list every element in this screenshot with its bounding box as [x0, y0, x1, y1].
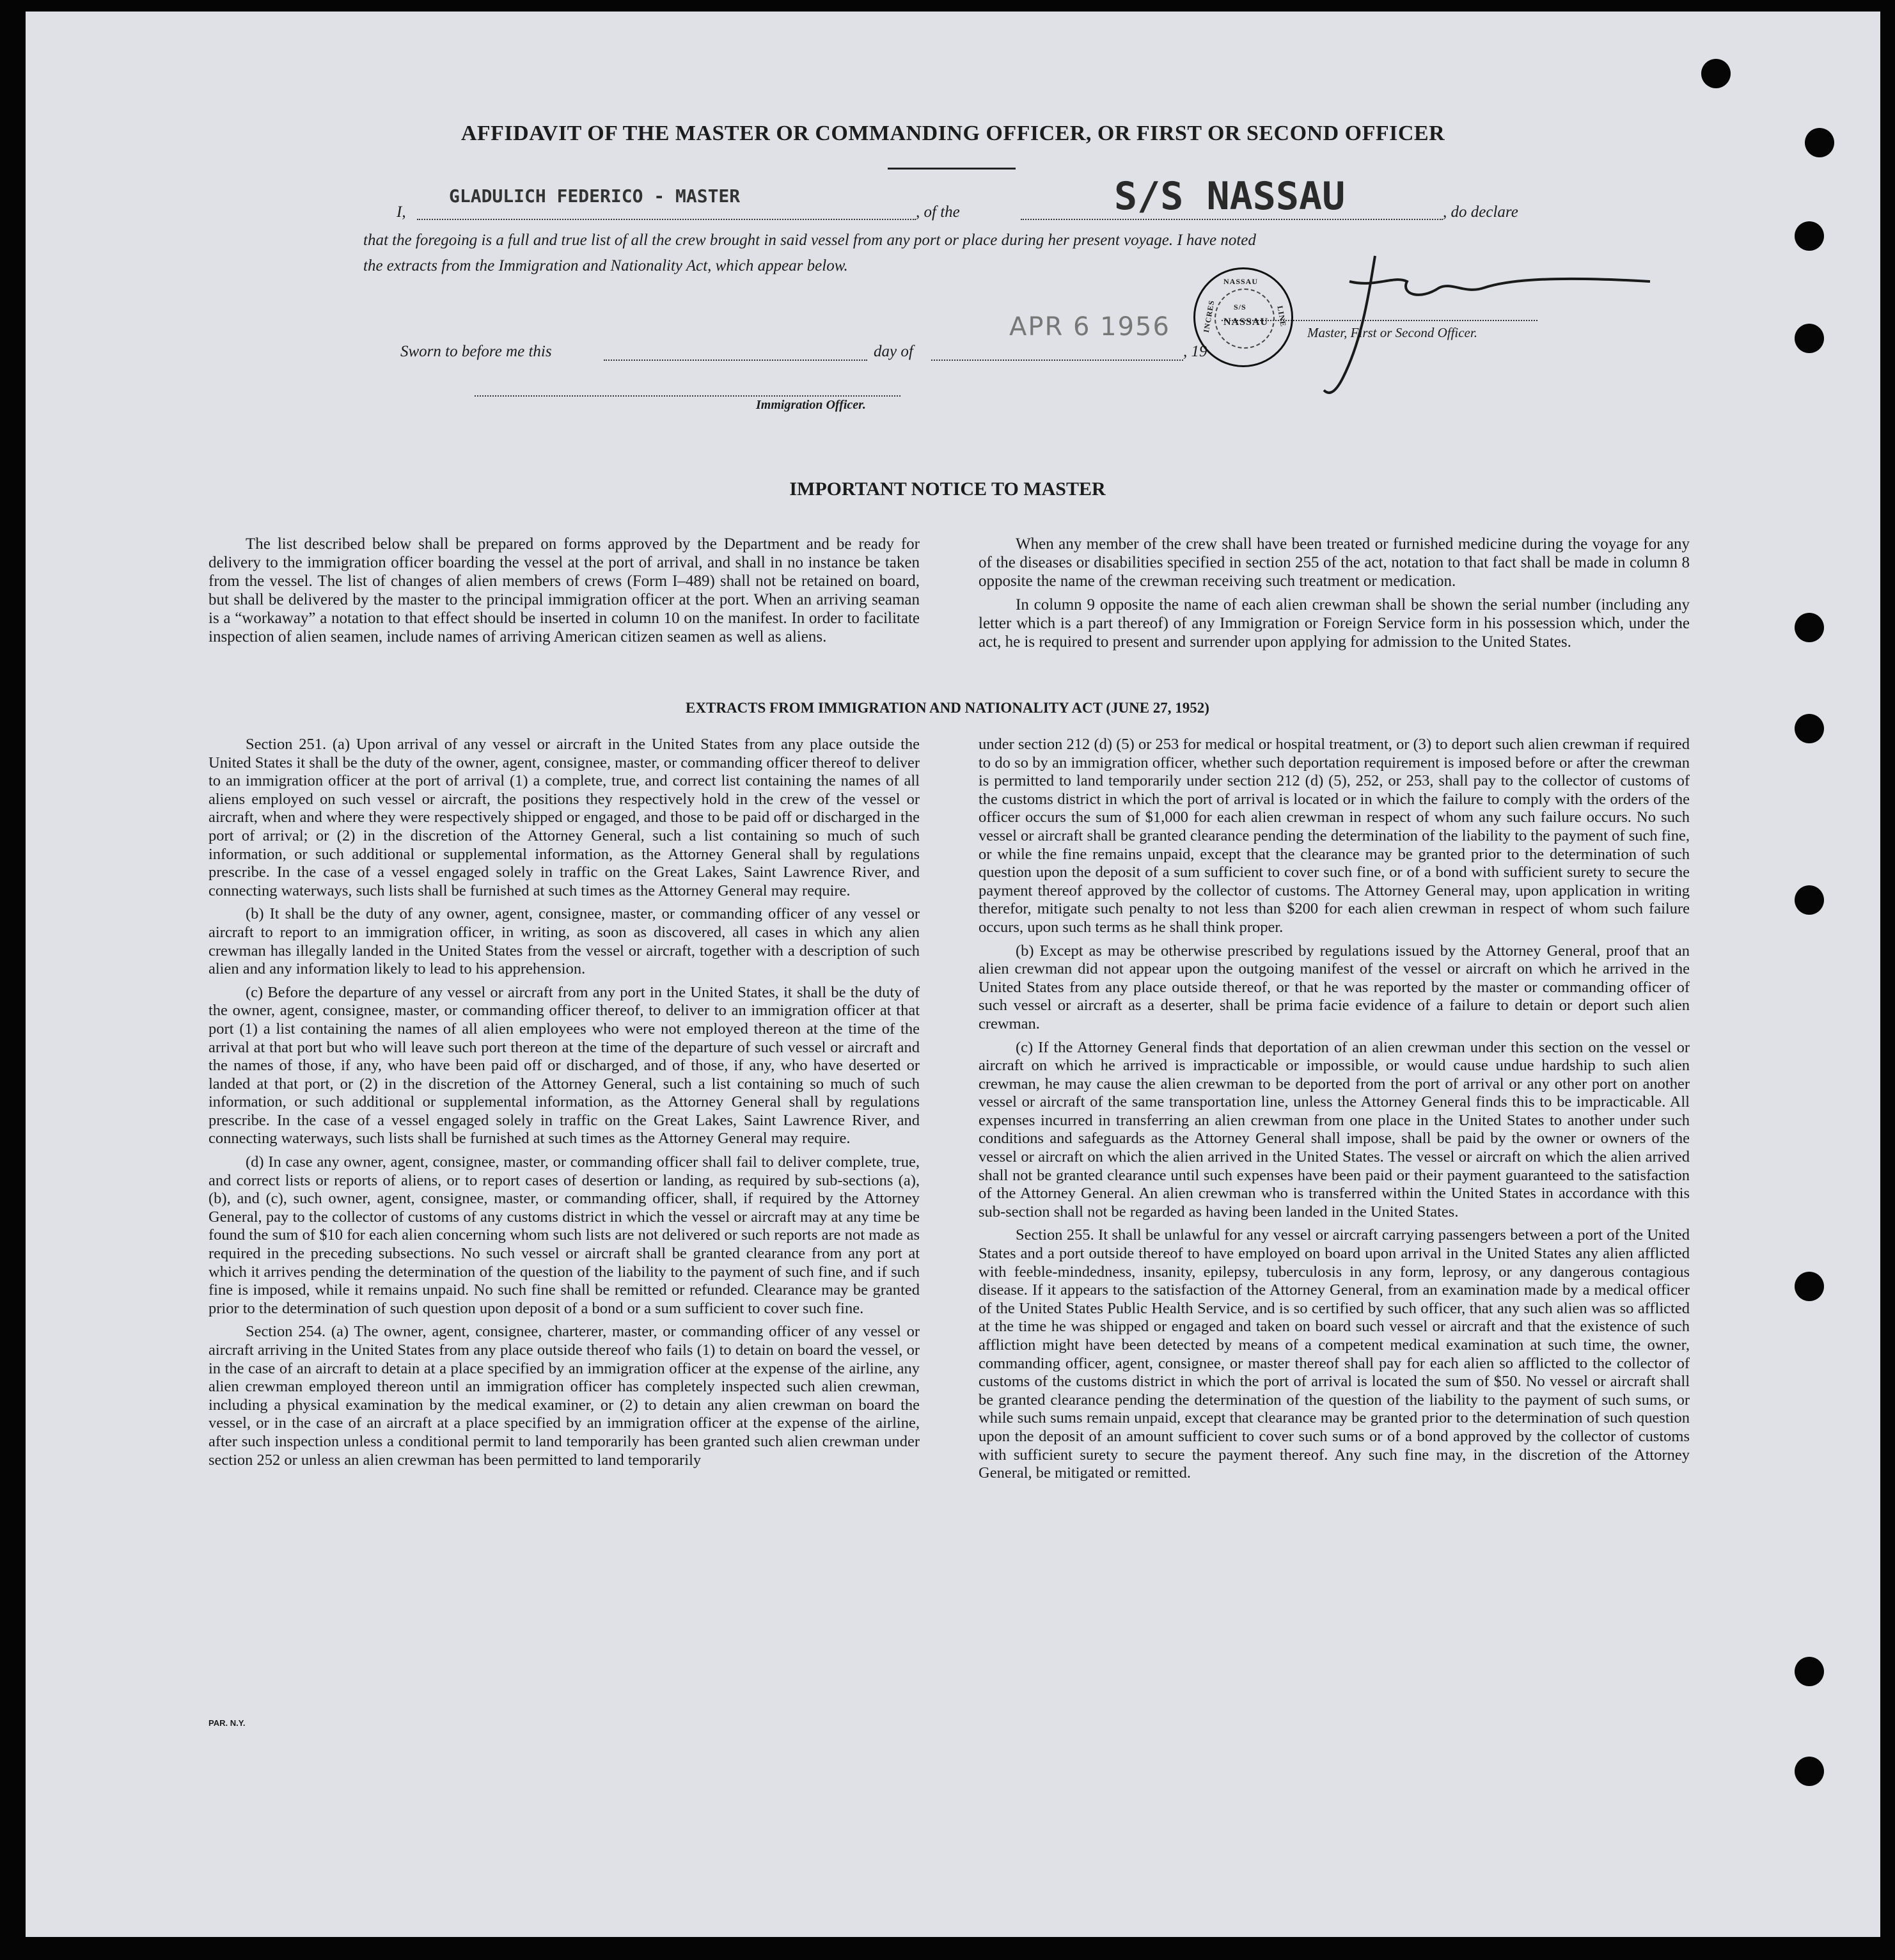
- extracts-heading: EXTRACTS FROM IMMIGRATION AND NATIONALITY ACT (JUNE 27, 1952): [686, 700, 1209, 716]
- master-signature-label: Master, First or Second Officer.: [1307, 325, 1477, 340]
- section-254-a-continued: under section 212 (d) (5) or 253 for medical or hospital treatment, or (3) to deport such alien crewman if required to do so by an immigration officer, whether such deportation requirement is imposed before or after the crewman is permitted to land temporarily under section 212 (d) (5), 252, or 253, shall pay to the collector of customs of the customs district in which the port of arrival is located or in which the failure to comply with the orders of the officer occurs the sum of $1,000 for each alien crewman in respect of whom any such failure occurs. No such vessel or aircraft shall be granted clearance pending the determination of the liability to the payment of such fine, or while the fine remains unpaid, except that the clearance may be granted prior to the determination of such question upon the deposit of a sum sufficient to cover such fine, or of a bond with sufficient surety to secure the payment thereof approved by the collector of customs. The Attorney General may, upon application in writing therefor, mitigate such penalty to not less than $200 for each alien crewman in respect of whom such failure occurs, upon such terms as he shall think proper.: [979, 736, 1690, 936]
- punch-hole: [1795, 324, 1824, 353]
- section-255: Section 255. It shall be unlawful for any vessel or aircraft carrying passengers between a port of the United States and a port outside thereof to have employed on board upon arrival in the United States any alien afflicted with feeble-mindedness, insanity, epilepsy, tuberculosis in any form, leprosy, or any dangerous contagious disease. If it appears to the satisfaction of the Attorney General, from an examination made by a medical officer of the United States Public Health Service, and is so certified by such officer, that any such alien was so afflicted at the time he was shipped or engaged and taken on board such vessel or aircraft and that the existence of such affliction might have been detected by means of a competent medical examination at such time, the owner, commanding officer, agent, consignee, or master thereof shall pay for each alien so afflicted to the collector of customs of the customs district in which the port of arrival is located the sum of $50. No vessel or aircraft shall be granted clearance pending the determination of the question of the liability to the payment of such sums, or while such sums remain unpaid, except that clearance may be granted prior to the determination of such question upon the deposit of an amount sufficient to cover such sums or of a bond approved by the collector of customs with sufficient surety to secure the payment thereof. Any such fine may, in the discretion of the Attorney General, be mitigated or remitted.: [979, 1226, 1690, 1482]
- sworn-month-line: [931, 360, 1183, 361]
- sworn-day-line: [604, 360, 867, 361]
- section-254-b: (b) Except as may be otherwise prescribed by regulations issued by the Attorney General, proof that an alien crewman did not appear upon the outgoing manifest of the vessel or aircraft on which he arrived in the United States from any place outside thereof, or that he was reported by the master or commanding officer of such vessel or aircraft as a deserter, shall be prima facie evidence of a failure to detain or deport such alien crewman.: [979, 942, 1690, 1032]
- punch-hole: [1795, 1657, 1824, 1686]
- affidavit-title: AFFIDAVIT OF THE MASTER OR COMMANDING OFFICER, OR FIRST OR SECOND OFFICER: [460, 122, 1445, 145]
- punch-hole: [1795, 1757, 1824, 1786]
- seal-right-text: LINE: [1275, 304, 1288, 328]
- punch-hole: [1795, 885, 1824, 915]
- punch-hole: [1701, 59, 1731, 88]
- notice-left-column: [208, 535, 920, 651]
- of-the-label: , of the: [916, 203, 960, 221]
- i-label: I,: [397, 203, 406, 221]
- notice-left-paragraph: The list described below shall be prepared on forms approved by the Department and be ready for delivery to the immigration officer boarding the vessel at the port of arrival, and shall in no instance be taken from the vessel. The list of changes of alien members of crews (Form I–489) shall not be retained on board, but shall be delivered by the master to the principal immigration officer at the port. When an arriving seaman is a “workaway” a notation to that effect should be inserted in column 10 on the manifest. In order to facilitate inspection of alien seamen, include names of arriving American citizen seamen as well as aliens.: [208, 535, 920, 645]
- extracts-right-column: [979, 736, 1690, 1488]
- master-signature: [1273, 243, 1656, 397]
- printer-mark: PAR. N.Y.: [208, 1718, 246, 1728]
- affidavit-line-3: the extracts from the Immigration and Nationality Act, which appear below.: [363, 257, 848, 274]
- seal-ss-text: S/S: [1234, 303, 1246, 312]
- affidavit-line-2: that the foregoing is a full and true list of all the crew brought in said vessel from any port or place during her present voyage. I have noted: [363, 232, 1256, 249]
- notice-right-paragraph-2: In column 9 opposite the name of each alien crewman shall be shown the serial number (including any letter which is a part thereof) of any Immigration or Foreign Service form in his possession which, under the act, he is required to present and surrender upon applying for admission to the United States.: [979, 596, 1690, 651]
- punch-hole: [1795, 613, 1824, 642]
- section-251-d: (d) In case any owner, agent, consignee, master, or commanding officer shall fail to deliver complete, true, and correct lists or reports of aliens, or to report cases of desertion or landing, as required by sub-sections (a), (b), and (c), such owner, agent, consignee, master, or commanding officer, shall, if required by the Attorney General, pay to the collector of customs of any customs district in which the vessel or aircraft may at any time be found the sum of $10 for each alien concerning whom such lists are not delivered or such reports are not made as required in the preceding subsections. No such vessel or aircraft shall be granted clearance from any port at which it arrives pending the determination of the question of the liability to the payment of such fine, and if such fine is imposed, while it remains unpaid. No such fine shall be remitted or refunded. Clearance may be granted prior to the determination of such question upon deposit of a bond or a sum sufficient to cover such fine.: [208, 1153, 920, 1317]
- punch-hole: [1795, 714, 1824, 743]
- officer-signature-line: [475, 395, 900, 397]
- notice-right-column: [979, 535, 1690, 656]
- punch-hole: [1805, 128, 1834, 157]
- day-of-label: day of: [874, 343, 913, 360]
- section-254-c: (c) If the Attorney General finds that deportation of an alien crewman under this section on the vessel or aircraft on which he arrived is impracticable or impossible, or would cause undue hardship to such alien crewman, he may cause the alien crewman to be deported from the port of arrival or any other port on another vessel or aircraft of the same transportation line, unless the Attorney General finds this to be impracticable. All expenses incurred in transferring an alien crewman from one place in the United States to another under such conditions and safeguards as the Attorney General shall impose, shall be paid by the owner or owners of the vessel or aircraft on which the alien arrived in the United States. The vessel or aircraft on which the alien arrived shall not be granted clearance until such expenses have been paid or their payment guaranteed to the satisfaction of the Attorney General. An alien crewman who is transferred within the United States in accordance with this sub-section shall not be regarded as having been landed in the United States.: [979, 1038, 1690, 1221]
- date-stamp: APR 6 1956: [1009, 312, 1170, 342]
- vessel-name: S/S NASSAU: [1114, 174, 1346, 219]
- section-251-b: (b) It shall be the duty of any owner, agent, consignee, master, or commanding officer of any vessel or aircraft to report to an immigration officer, in writing, as soon as discovered, all cases in which any alien crewman has illegally landed in the United States from the vessel or aircraft, together with a description of such alien and any information likely to lead to his apprehension.: [208, 905, 920, 978]
- vessel-line: [1021, 219, 1443, 220]
- do-declare-label: , do declare: [1443, 203, 1518, 221]
- title-underline: [888, 168, 1016, 170]
- section-251-a: Section 251. (a) Upon arrival of any vessel or aircraft in the United States from any place outside the United States it shall be the duty of the owner, agent, consignee, master, or commanding officer thereof to deliver to an immigration officer at the port of arrival (1) a complete, true, and correct list containing the names of all aliens employed on such vessel or aircraft, the positions they respectively hold in the crew of the vessel or aircraft, when and where they were respectively shipped or engaged, and those to be paid off or discharged in the port of arrival; or (2) in the discretion of the Attorney General, such a list containing so much of such information, or such additional or supplemental information, as the Attorney General shall by regulations prescribe. In the case of a vessel engaged solely in traffic on the Great Lakes, Saint Lawrence River, and connecting waterways, such lists shall be furnished at such times as the Attorney General may require.: [208, 736, 920, 899]
- punch-hole: [1795, 221, 1824, 251]
- notice-right-paragraph-1: When any member of the crew shall have been treated or furnished medicine during the voyage for any of the diseases or disabilities specified in section 255 of the act, notation to that fact shall be made in column 8 opposite the name of the crewman receiving such treatment or medication.: [979, 535, 1690, 590]
- extracts-left-column: [208, 736, 920, 1474]
- name-line: [417, 219, 916, 220]
- sworn-label: Sworn to before me this: [400, 343, 552, 360]
- notice-heading: IMPORTANT NOTICE TO MASTER: [789, 478, 1106, 500]
- seal-left-text: INCRES: [1201, 299, 1216, 333]
- punch-hole: [1795, 1272, 1824, 1301]
- seal-name-text: NASSAU: [1223, 317, 1269, 328]
- section-254-a: Section 254. (a) The owner, agent, consignee, charterer, master, or commanding officer of any vessel or aircraft arriving in the United States from any place outside thereof who fails (1) to detain on board the vessel, or in the case of an aircraft to detain at a place specified by an immigration officer at the expense of the airline, any alien crewman employed thereon until an immigration officer has completely inspected such alien crewman, including a physical examination by the medical examiner, or (2) to detain any alien crewman on board the vessel, or in the case of an aircraft at a place specified by an immigration officer at the expense of the airline, after such inspection unless a conditional permit to land temporarily has been granted such alien crewman under section 252 or unless an alien crewman has been permitted to land temporarily: [208, 1323, 920, 1469]
- seal-top-text: NASSAU: [1223, 277, 1259, 286]
- master-name: GLADULICH FEDERICO - MASTER: [449, 186, 741, 207]
- year-label: , 19: [1183, 343, 1207, 360]
- immigration-officer-label: Immigration Officer.: [756, 398, 866, 412]
- section-251-c: (c) Before the departure of any vessel or aircraft from any port in the United States, it shall be the duty of the owner, agent, consignee, master, or commanding officer thereof, to deliver to an immigration officer at that port (1) a list containing the names of all alien employees who were not employed thereon at the time of the arrival at that port but who will leave such port thereon at the time of the departure of such vessel or aircraft and the names of those, if any, who have been paid off or discharged, and of those, if any, who have deserted or landed at that port, or (2) in the discretion of the Attorney General, such a list containing so much of such information, or such additional or supplemental information, as the Attorney General shall by regulations prescribe. In the case of a vessel engaged solely in traffic on the Great Lakes, Saint Lawrence River, and connecting waterways, such lists shall be furnished at such times as the Attorney General may require.: [208, 983, 920, 1148]
